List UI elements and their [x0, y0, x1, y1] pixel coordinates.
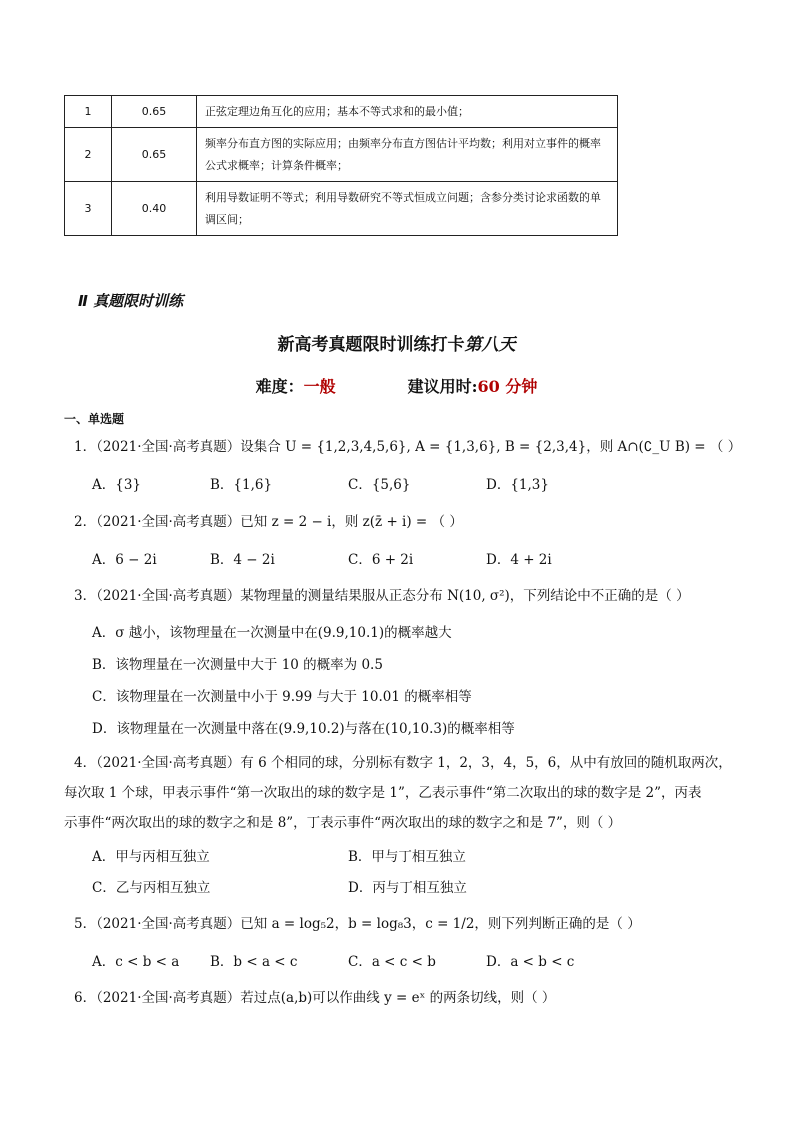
option-b: B．甲与丁相互独立 [348, 849, 466, 865]
question-stem: 2．（2021·全国·高考真题）已知 z = 2 − i，则 z(z̄ + i) = （ ） [74, 514, 463, 530]
time-label: 建议用时: [407, 377, 478, 396]
section-title: 一、单选题 [64, 412, 125, 426]
option-b: B．该物理量在一次测量中大于 10 的概率为 0.5 [92, 657, 383, 673]
question-stem: 3．（2021·全国·高考真题）某物理量的测量结果服从正态分布 N(10, σ²)，下列结论中不正确的是（ ） [74, 588, 690, 604]
knowledge-points: 利用导数证明不等式；利用导数研究不等式恒成立问题；含参分类讨论求函数的单调区间； [197, 182, 618, 236]
option-c: C．该物理量在一次测量中小于 9.99 与大于 10.01 的概率相等 [92, 689, 472, 705]
option-a: A．甲与丙相互独立 [92, 849, 210, 865]
option-c: C．a < c < b [348, 954, 436, 970]
question-stem-line: 每次取 1 个球，甲表示事件“第一次取出的球的数字是 1”，乙表示事件“第二次取出的球的数字是 2”，丙表 [64, 785, 702, 801]
table-row [65, 182, 618, 236]
option-a: A．6 − 2i [92, 552, 157, 568]
section-heading: Ⅱ 真题限时训练 [78, 292, 184, 310]
knowledge-points: 频率分布直方图的实际应用；由频率分布直方图估计平均数；利用对立事件的概率公式求概率；计算条件概率； [197, 128, 618, 182]
option-a: A．{3} [92, 477, 142, 493]
page-title [0, 330, 793, 355]
question-stem-line: 示事件“两次取出的球的数字之和是 8”，丁表示事件“两次取出的球的数字之和是 7”，则（ ） [64, 815, 622, 831]
option-d: D．a < b < c [486, 954, 575, 970]
knowledge-points: 正弦定理边角互化的应用；基本不等式求和的最小值； [197, 96, 618, 128]
title-main: 新高考真题限时训练打卡 [277, 335, 465, 355]
option-d: D．丙与丁相互独立 [348, 880, 467, 896]
row-number: 1 [65, 96, 112, 128]
knowledge-table [64, 95, 618, 236]
option-d: D．{1,3} [486, 477, 549, 493]
question-stem: 6．（2021·全国·高考真题）若过点(a,b)可以作曲线 y = eˣ 的两条切线，则（ ） [74, 990, 556, 1006]
difficulty-label: 难度： [255, 377, 304, 396]
question-stem: 1．（2021·全国·高考真题）设集合 U = {1,2,3,4,5,6}, A = {1,3,6}, B = {2,3,4}，则 A∩(∁_U B) = （ ） [74, 439, 742, 455]
title-day: 第八天 [464, 335, 516, 355]
score-rate: 0.65 [112, 96, 197, 128]
time-value: 60 分钟 [477, 377, 538, 396]
option-a: A．c < b < a [92, 954, 180, 970]
option-d: D．该物理量在一次测量中落在(9.9,10.2)与落在(10,10.3)的概率相等 [92, 721, 515, 737]
option-d: D．4 + 2i [486, 552, 552, 568]
option-a: A．σ 越小，该物理量在一次测量中在(9.9,10.1)的概率越大 [92, 625, 452, 641]
question-stem: 5．（2021·全国·高考真题）已知 a = log₅2，b = log₈3，c = 1/2，则下列判断正确的是（ ） [74, 916, 641, 932]
option-b: B．{1,6} [210, 477, 273, 493]
option-c: C．{5,6} [348, 477, 411, 493]
question-stem-line: 4．（2021·全国·高考真题）有 6 个相同的球，分别标有数字 1，2，3，4，5，6，从中有放回的随机取两次， [74, 755, 732, 771]
option-b: B．b < a < c [210, 954, 298, 970]
score-rate: 0.40 [112, 182, 197, 236]
row-number: 3 [65, 182, 112, 236]
score-rate: 0.65 [112, 128, 197, 182]
difficulty-value: 一般 [303, 377, 336, 396]
option-c: C．6 + 2i [348, 552, 414, 568]
table-row [65, 128, 618, 182]
option-b: B．4 − 2i [210, 552, 275, 568]
option-c: C．乙与丙相互独立 [92, 880, 211, 896]
meta-line [0, 374, 793, 397]
table-row [65, 96, 618, 128]
row-number: 2 [65, 128, 112, 182]
